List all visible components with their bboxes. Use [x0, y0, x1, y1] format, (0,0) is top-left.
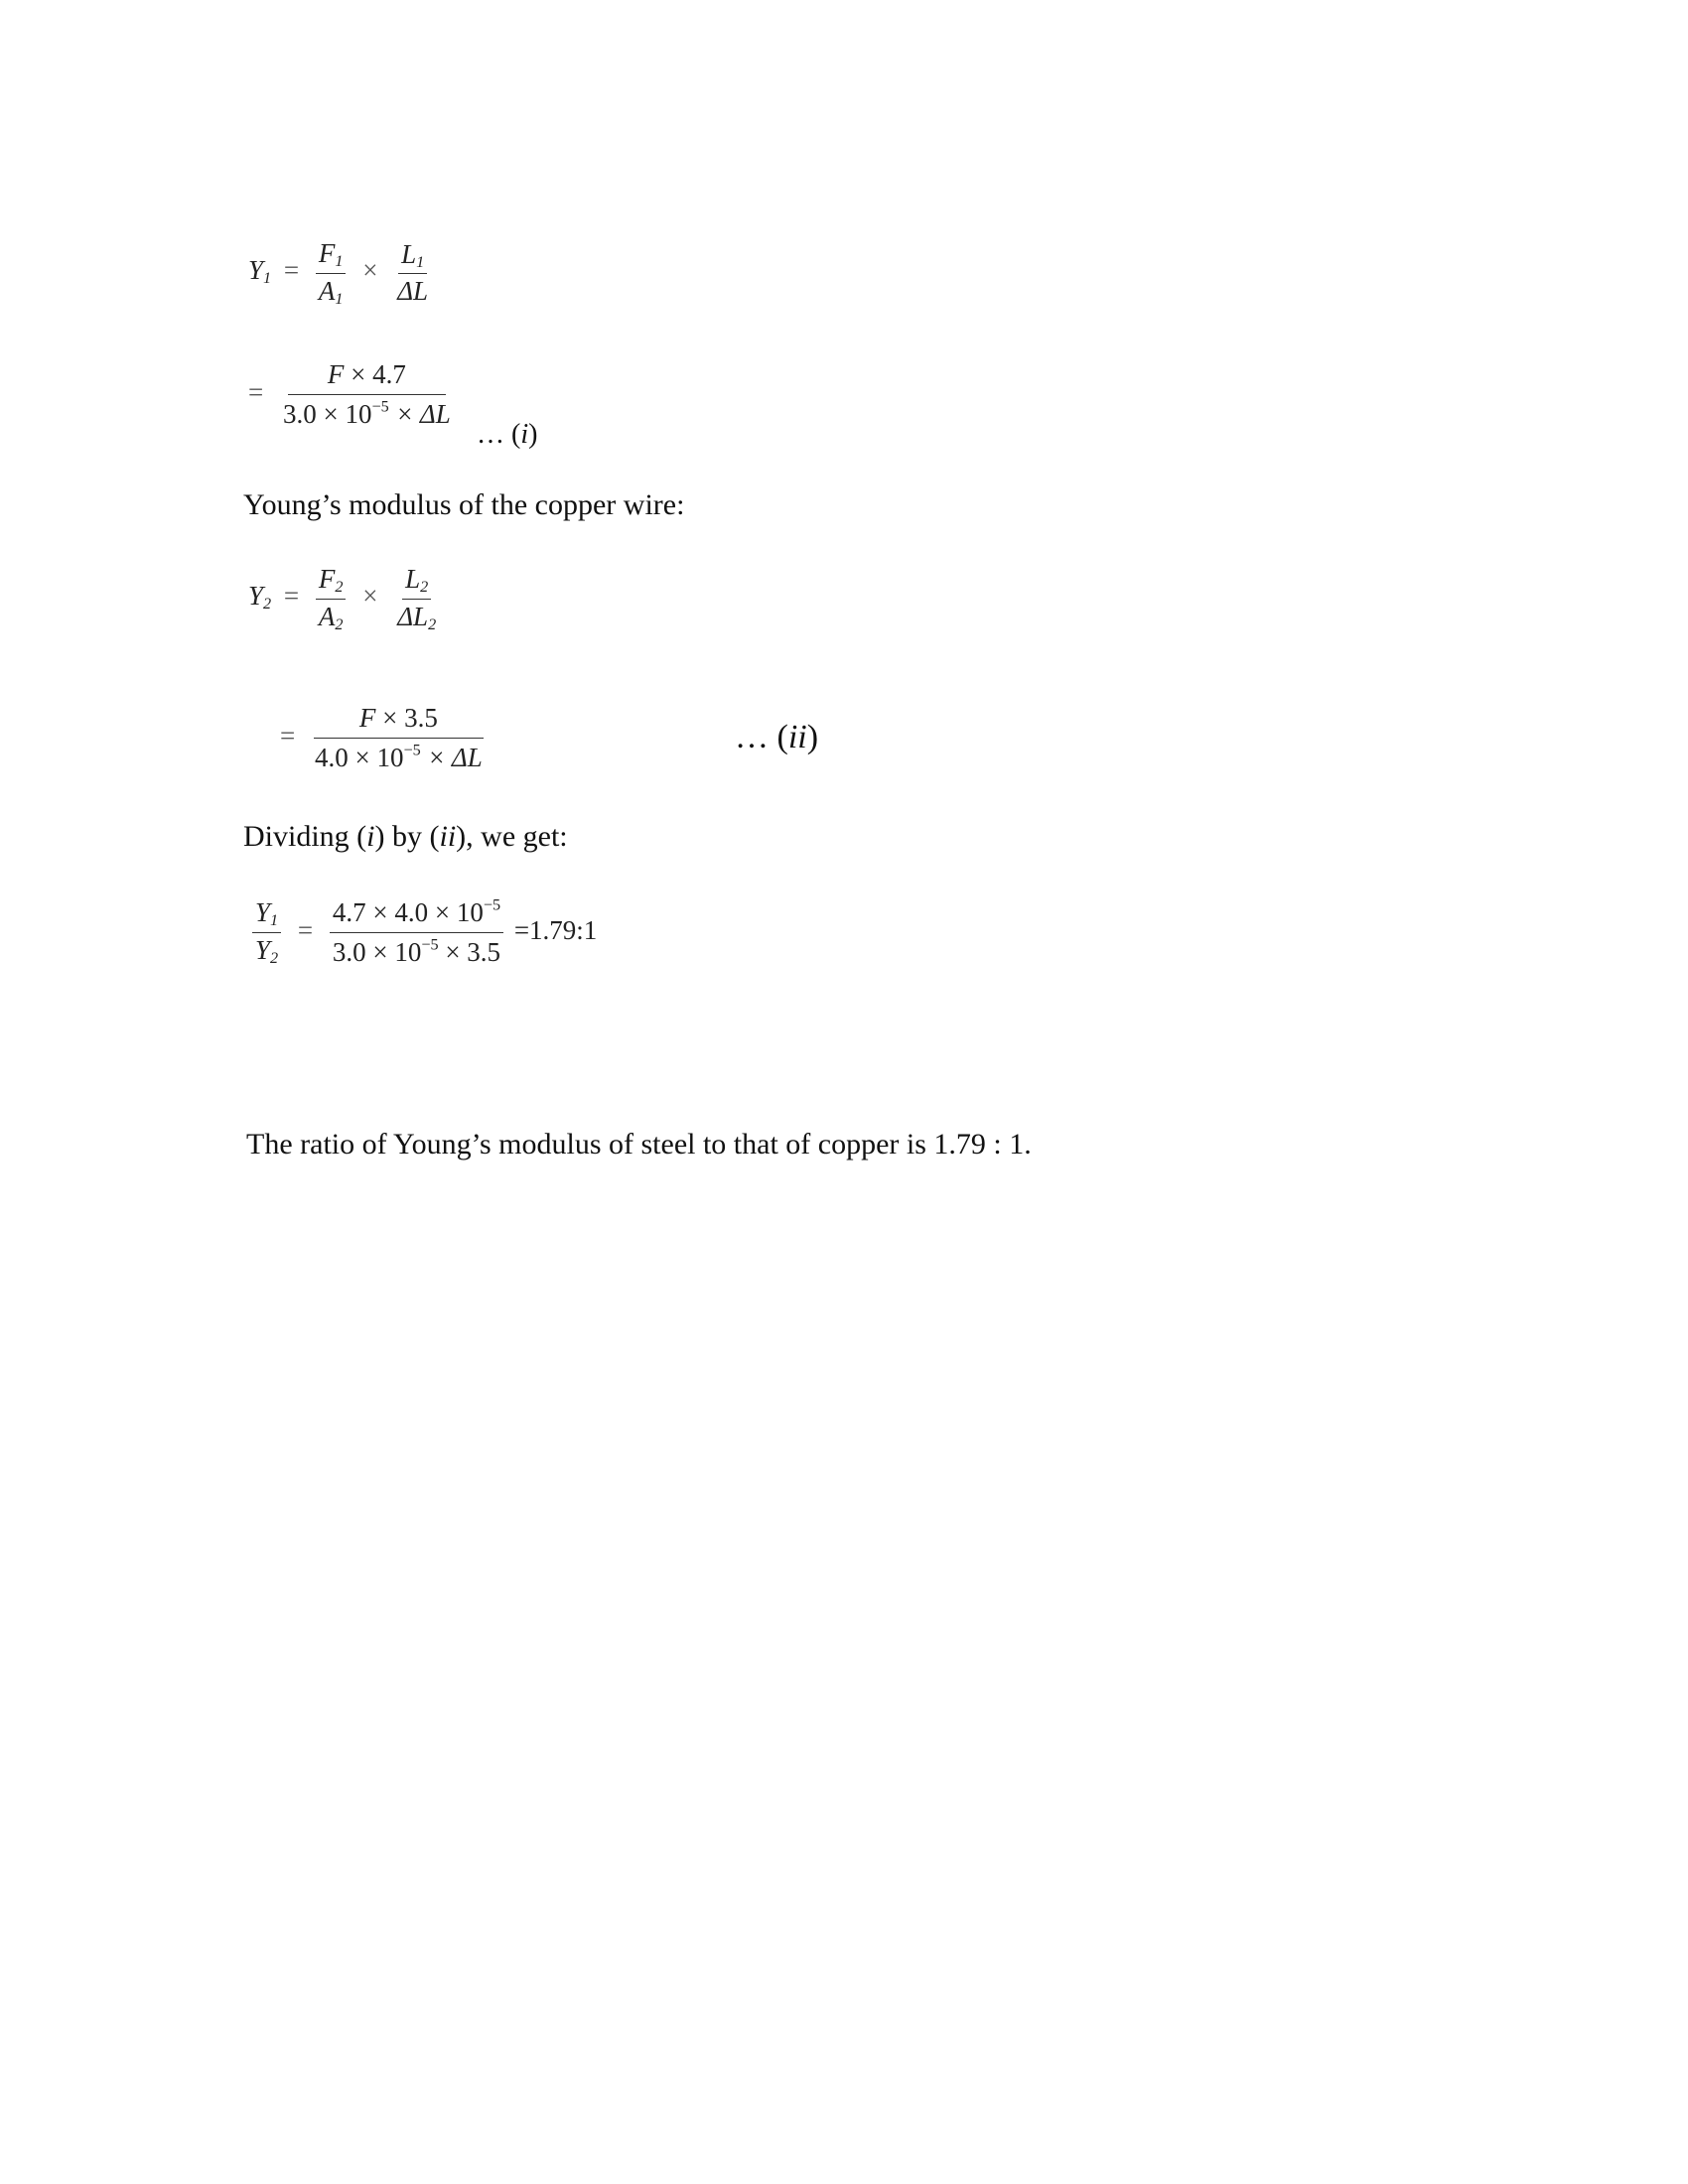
fraction-y2-values: $\frac{F \times 3.5}{4.0 \times 10^{-5} \times \Delta L}$: [314, 703, 483, 773]
fraction-f1-over-a1: $\frac{F_1}{A_1}$: [316, 238, 347, 308]
fraction-l1-over-delta-l: $\frac{L_1}{\Delta L}$: [397, 238, 429, 307]
equation-tag-i: … (i): [477, 419, 538, 450]
equation-tag-ii: … (ii): [735, 719, 819, 755]
fraction-y1-over-y2: $\frac{Y_1}{Y_2}$: [252, 897, 281, 967]
y2-symbol: $Y_2$: [248, 581, 272, 614]
conclusion-text: The ratio of Young’s modulus of steel to that of copper is 1.79 : 1.: [246, 1128, 1032, 1160]
equation-y2-definition: $Y_2$ = $\frac{F_2}{A_2}$ × $\frac{L_2}{\Delta L_2}$: [248, 564, 443, 633]
equation-y2-substitution: = $\frac{F \times 3.5}{4.0 \times 10^{-5} \times \Delta L}$: [280, 703, 490, 773]
y1-symbol: $Y_1$: [248, 255, 272, 288]
copper-modulus-heading: Young’s modulus of the copper wire:: [243, 488, 685, 521]
equation-y1-substitution: = $\frac{F \times 4.7}{3.0 \times 10^{-5} \times \Delta L}$: [248, 359, 458, 430]
dividing-statement: Dividing (i) by (ii), we get:: [243, 820, 568, 853]
fraction-y1-values: $\frac{F \times 4.7}{3.0 \times 10^{-5} \times \Delta L}$: [282, 359, 451, 430]
fraction-l2-over-delta-l2: $\frac{L_2}{\Delta L_2}$: [397, 564, 437, 633]
fraction-f2-over-a2: $\frac{F_2}{A_2}$: [316, 564, 347, 633]
equation-ratio: $\frac{Y_1}{Y_2}$ = $\frac{4.7 \times 4.0 \times 10^{-5}}{3.0 \times 10^{-5} \times 3.5}$ =1.79:1: [248, 897, 597, 968]
fraction-ratio-values: $\frac{4.7 \times 4.0 \times 10^{-5}}{3.0 \times 10^{-5} \times 3.5}$: [330, 897, 503, 968]
ratio-result: =1.79:1: [513, 914, 598, 945]
equation-y1-definition: $Y_1$ = $\frac{F_1}{A_1}$ × $\frac{L_1}{\Delta L}$: [248, 238, 435, 308]
